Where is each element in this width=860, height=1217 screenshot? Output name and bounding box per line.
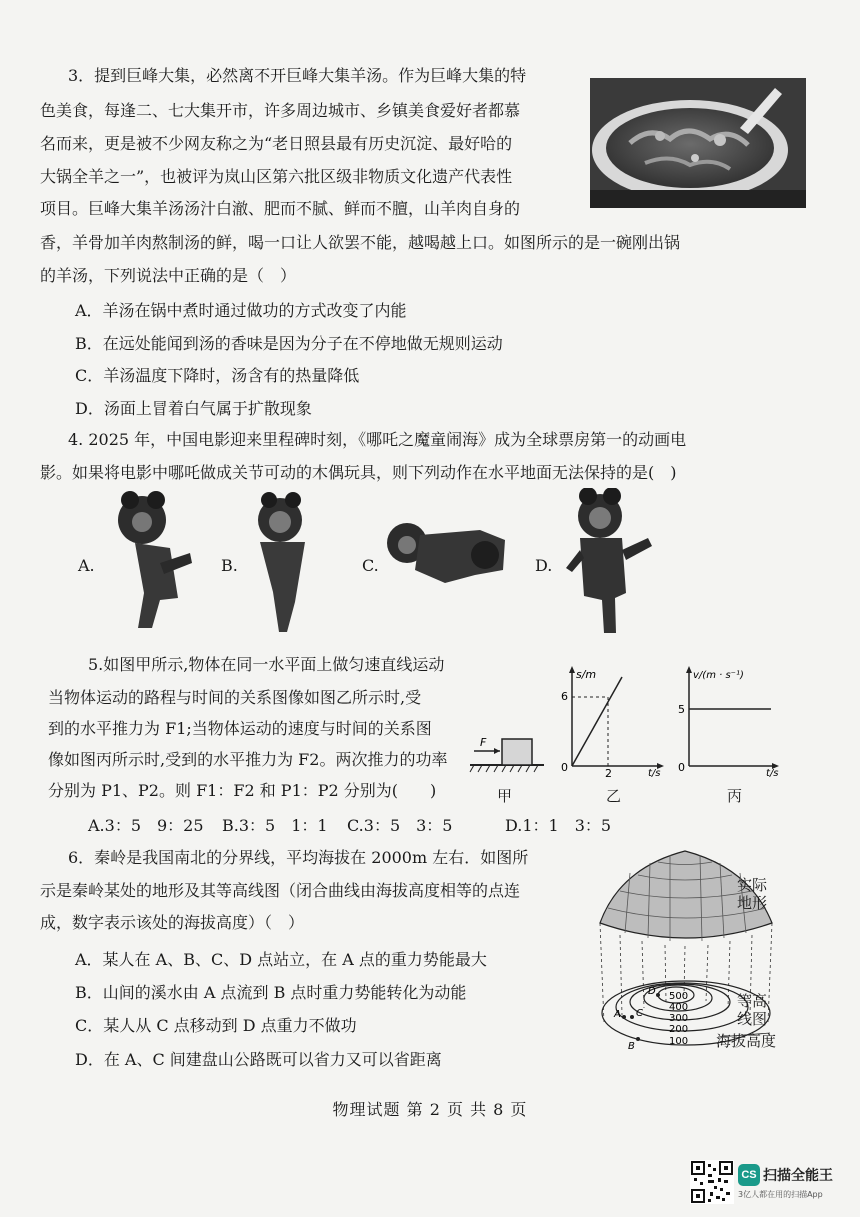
- q3-line-2: 色美食，每逢二、七大集开市，许多周边城市、乡镇美食爱好者都慕: [40, 101, 521, 120]
- camscanner-logo-icon: CS: [738, 1164, 760, 1186]
- graph-bing-caption: 丙: [727, 788, 743, 805]
- q4-choice-c-label: C.: [362, 556, 379, 575]
- q3-line-3: 名而来，更是被不少网友称之为“老日照县最有历史沉淀、最好哈的: [40, 134, 513, 153]
- q5-line-2: 当物体运动的路程与时间的关系图像如图乙所示时,受: [48, 688, 422, 707]
- figure-jia-caption: 甲: [497, 788, 513, 805]
- q4-choice-a-label: A.: [78, 556, 95, 575]
- contour-map-label-2: 线图: [737, 1011, 768, 1028]
- bing-origin: 0: [678, 761, 685, 774]
- q3-line-1: 3．提到巨峰大集，必然离不开巨峰大集羊汤。作为巨峰大集的特: [68, 66, 527, 85]
- contour-400: 400: [669, 1002, 689, 1013]
- q3-line-4: 大锅全羊之一”，也被评为岚山区第六批区级非物质文化遗产代表性: [40, 167, 513, 186]
- q3-option-d: D．汤面上冒着白气属于扩散现象: [75, 399, 312, 418]
- q4-choice-d-label: D.: [535, 556, 553, 575]
- q4-choice-b-label: B.: [221, 556, 238, 575]
- s-t-line: [572, 677, 622, 766]
- contour-100: 100: [669, 1036, 689, 1047]
- q3-option-c: C．羊汤温度下降时，汤含有的热量降低: [75, 366, 360, 385]
- yi-origin: 0: [561, 761, 568, 774]
- yi-ylabel: s/m: [576, 668, 597, 681]
- point-a: A: [614, 1009, 621, 1020]
- yi-xlabel: t/s: [648, 768, 661, 778]
- q6-option-c: C．某人从 C 点移动到 D 点重力不做功: [75, 1016, 357, 1035]
- q5-option-a: A.3：5 9：25: [88, 816, 204, 835]
- q5-option-d: D.1：1 3：5: [505, 816, 612, 835]
- graph-bing-v-t: [675, 663, 787, 778]
- point-d: D: [648, 986, 656, 997]
- q6-option-b: B．山间的溪水由 A 点流到 B 点时重力势能转化为动能: [75, 983, 467, 1002]
- yi-ytick: 6: [561, 690, 568, 703]
- real-terrain-label-2: 地形: [737, 895, 768, 912]
- puppet-pose-d: [560, 488, 660, 640]
- force-label: F: [480, 736, 487, 749]
- graph-yi-s-t: [558, 663, 670, 778]
- qr-code-icon: [690, 1160, 734, 1204]
- bing-xlabel: t/s: [766, 768, 779, 778]
- contour-500: 500: [669, 991, 689, 1002]
- q5-option-c: C.3：5 3：5: [347, 816, 453, 835]
- q5-line-3: 到的水平推力为 F1;当物体运动的速度与时间的关系图: [48, 719, 432, 738]
- bing-ytick: 5: [678, 703, 685, 716]
- qinling-terrain-contour-figure: [590, 843, 805, 1053]
- altitude-label: 海拔高度: [716, 1033, 777, 1050]
- contour-300: 300: [669, 1013, 689, 1024]
- q3-option-a: A．羊汤在锅中煮时通过做功的方式改变了内能: [75, 301, 407, 320]
- q6-line-3: 成，数字表示该处的海拔高度）（ ）: [40, 913, 305, 932]
- contour-200: 200: [669, 1024, 689, 1035]
- point-c: C: [636, 1008, 643, 1019]
- contour-map-label-1: 等高: [737, 993, 768, 1010]
- q5-option-b: B.3：5 1：1: [222, 816, 328, 835]
- q3-option-b: B．在远处能闻到汤的香味是因为分子在不停地做无规则运动: [75, 334, 503, 353]
- camscanner-tagline: 3亿人都在用的扫描App: [738, 1190, 823, 1199]
- yi-xtick: 2: [605, 767, 612, 778]
- q3-line-5: 项目。巨峰大集羊汤汤汁白澈、肥而不腻、鲜而不膻，山羊肉自身的: [40, 199, 521, 218]
- q4-line-2: 影。如果将电影中哪吒做成关节可动的木偶玩具，则下列动作在水平地面无法保持的是( ): [40, 463, 677, 482]
- q5-line-1: 5.如图甲所示,物体在同一水平面上做匀速直线运动: [88, 655, 445, 674]
- q6-line-2: 示是秦岭某处的地形及其等高线图（闭合曲线由海拔高度相等的点连: [40, 881, 521, 900]
- q6-line-1: 6．秦岭是我国南北的分界线，平均海拔在 2000m 左右．如图所: [68, 848, 529, 867]
- q4-line-1: 4. 2025 年，中国电影迎来里程碑时刻，《哪吒之魔童闹海》成为全球票房第一的动画电: [68, 430, 687, 449]
- graph-yi-caption: 乙: [606, 788, 622, 805]
- figure-jia-block: [468, 725, 548, 775]
- q5-line-4: 像如图丙所示时,受到的水平推力为 F2。两次推力的功率: [48, 750, 448, 769]
- q3-line-7: 的羊汤，下列说法中正确的是（ ）: [40, 266, 297, 285]
- page-footer: 物理试题 第 2 页 共 8 页: [332, 1100, 528, 1119]
- q3-line-6: 香，羊骨加羊肉熬制汤的鲜，喝一口让人欲罢不能，越喝越上口。如图所示的是一碗刚出锅: [40, 233, 681, 252]
- q6-option-d: D．在 A、C 间建盘山公路既可以省力又可以省距离: [75, 1050, 442, 1069]
- puppet-pose-b: [245, 492, 325, 642]
- bing-ylabel: v/(m · s⁻¹): [693, 670, 744, 681]
- point-b: B: [628, 1041, 635, 1052]
- real-terrain-label-1: 实际: [737, 877, 768, 894]
- q5-line-5: 分别为 P1、P2。则 F1：F2 和 P1：P2 分别为( ): [48, 781, 437, 800]
- camscanner-brand: 扫描全能王: [763, 1168, 833, 1184]
- q6-option-a: A．某人在 A、B、C、D 点站立，在 A 点的重力势能最大: [75, 950, 487, 969]
- puppet-pose-c: [385, 515, 515, 590]
- mutton-soup-photo: [590, 78, 806, 208]
- puppet-pose-a: [100, 488, 210, 638]
